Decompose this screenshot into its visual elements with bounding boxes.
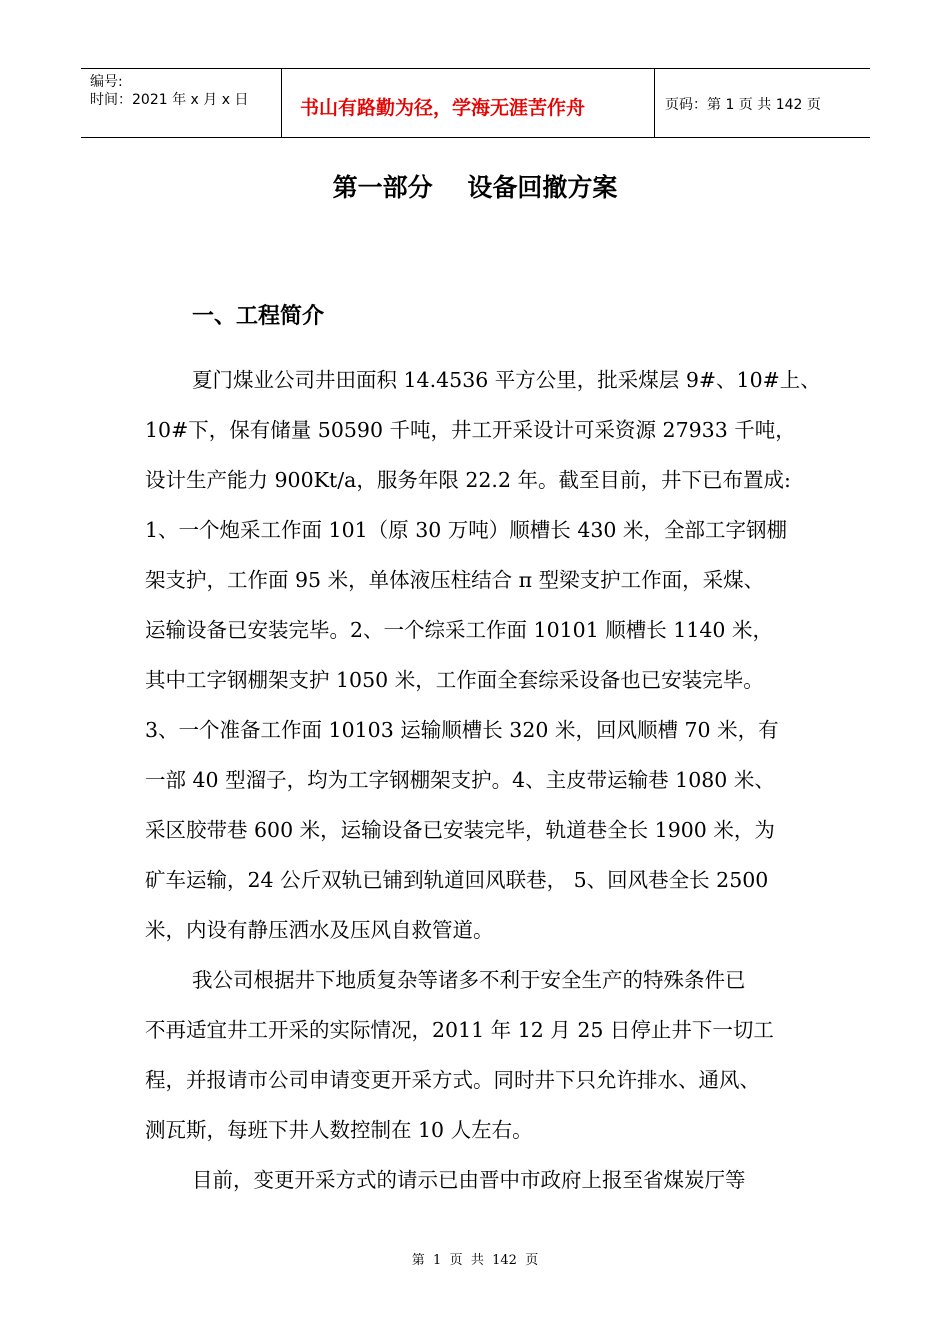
body-line: 10#下，保有储量 50590 千吨，井工开采设计可采资源 27933 千吨， [145,418,796,442]
body-line: 我公司根据井下地质复杂等诸多不利于安全生产的特殊条件已 [192,968,746,992]
body-line: 米，内设有静压洒水及压风自救管道。 [145,918,494,942]
document-title: 第一部分 设备回撤方案 [332,173,618,202]
header-page-cell [655,69,870,137]
body-line: 不再适宜井工开采的实际情况，2011 年 12 月 25 日停止井下一切工 [145,1018,774,1042]
motto-text: 书山有路勤为径，学海无涯苦作舟 [300,97,586,119]
section-heading: 一、工程简介 [192,303,325,329]
body-line: 3、一个准备工作面 10103 运输顺槽长 320 米，回风顺槽 70 米，有 [145,718,779,742]
page-info: 页码：第 1 页 共 142 页 [665,97,821,113]
header-info-cell [81,69,282,137]
body-line: 测瓦斯，每班下井人数控制在 10 人左右。 [145,1118,533,1142]
body-line: 采区胶带巷 600 米，运输设备已安装完毕，轨道巷全长 1900 米，为 [145,818,775,842]
body-line: 矿车运输，24 公斤双轨已铺到轨道回风联巷， 5、回风巷全长 2500 [145,868,769,892]
page-footer: 第 1 页 共 142 页 [411,1253,539,1268]
body-line: 一部 40 型溜子，均为工字钢棚架支护。4、主皮带运输巷 1080 米、 [145,768,775,792]
body-line: 运输设备已安装完毕。2、一个综采工作面 10101 顺槽长 1140 米， [145,618,773,642]
body-text [145,355,835,1205]
number-label: 编号: [90,74,123,90]
body-line: 夏门煤业公司井田面积 14.4536 平方公里，批采煤层 9#、10#上、 [192,368,821,392]
body-line: 架支护，工作面 95 米，单体液压柱结合 π 型梁支护工作面，采煤、 [145,568,765,592]
body-line: 其中工字钢棚架支护 1050 米，工作面全套综采设备也已安装完毕。 [145,668,764,692]
body-line: 设计生产能力 900Kt/a，服务年限 22.2 年。截至目前，井下已布置成: [145,468,791,492]
time-label: 时间：2021 年 x 月 x 日 [90,92,249,108]
body-line: 程，并报请市公司申请变更开采方式。同时井下只允许排水、通风、 [145,1068,760,1092]
header-motto-cell [282,69,655,137]
document-header [81,68,870,138]
body-line: 1、一个炮采工作面 101（原 30 万吨）顺槽长 430 米，全部工字钢棚 [145,518,787,542]
body-line: 目前，变更开采方式的请示已由晋中市政府上报至省煤炭厅等 [192,1168,746,1192]
